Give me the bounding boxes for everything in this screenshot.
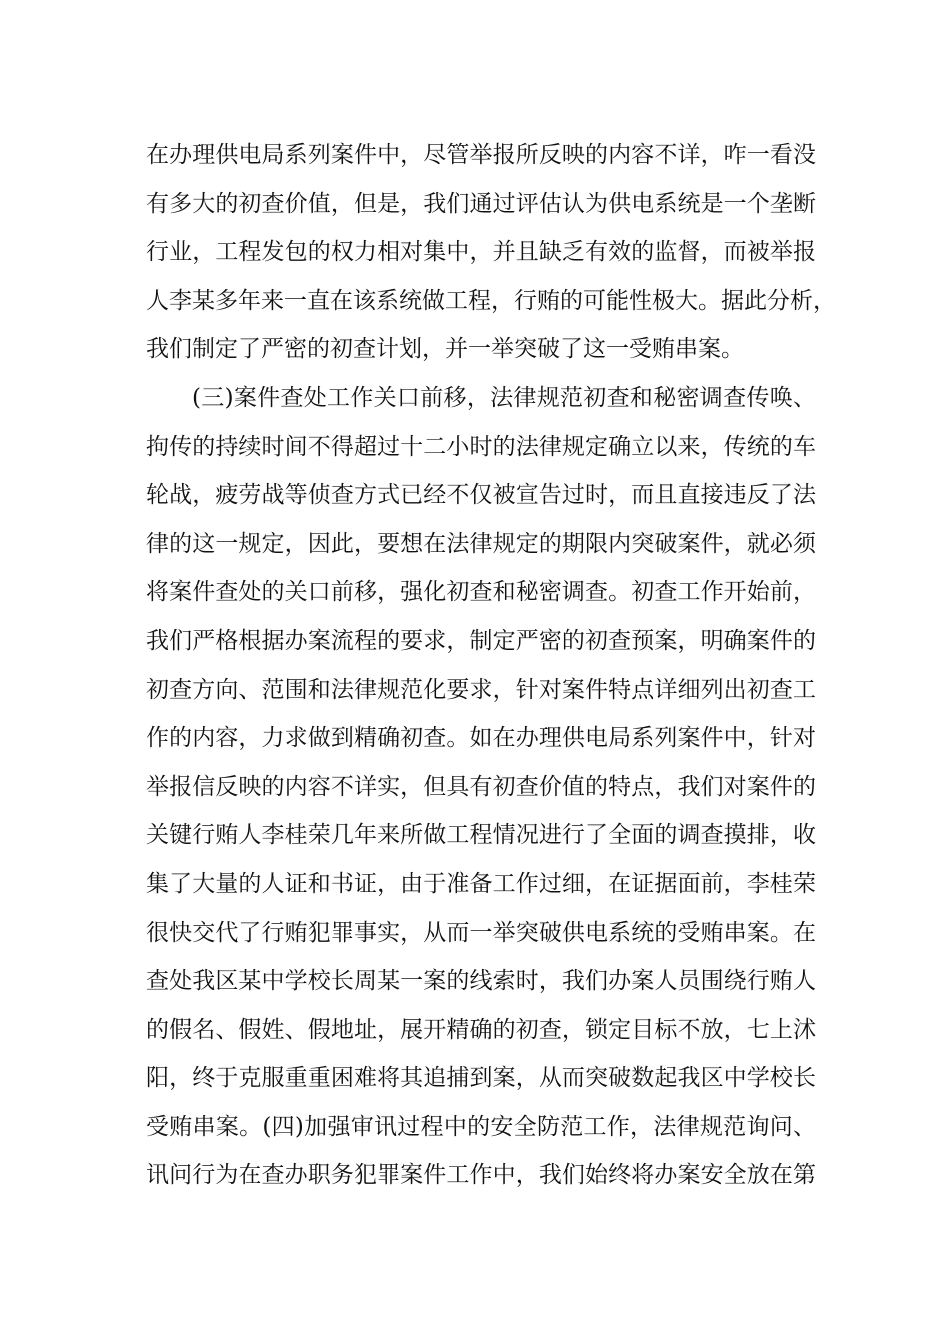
- text-line: 人李某多年来一直在该系统做工程，行贿的可能性极大。据此分析，: [146, 287, 836, 314]
- text-line: 阳，终于克服重重困难将其追捕到案，从而突破数起我区中学校长: [146, 1065, 816, 1092]
- text-line: 轮战，疲劳战等侦查方式已经不仅被宣告过时，而且直接违反了法: [146, 482, 816, 509]
- text-line: 律的这一规定，因此，要想在法律规定的期限内突破案件，就必须: [146, 530, 816, 557]
- text-line: 集了大量的人证和书证，由于准备工作过细，在证据面前，李桂荣: [146, 870, 816, 897]
- text-line: 的假名、假姓、假地址，展开精确的初查，锁定目标不放，七上沭: [146, 1016, 816, 1043]
- text-line: 将案件查处的关口前移，强化初查和秘密调查。初查工作开始前，: [146, 579, 816, 606]
- text-line: 我们严格根据办案流程的要求，制定严密的初查预案，明确案件的: [146, 627, 816, 654]
- text-line: 有多大的初查价值，但是，我们通过评估认为供电系统是一个垄断: [146, 190, 816, 217]
- text-line: 受贿串案。(四)加强审讯过程中的安全防范工作，法律规范询问、: [146, 1113, 816, 1140]
- text-line: 行业，工程发包的权力相对集中，并且缺乏有效的监督，而被举报: [146, 239, 816, 266]
- text-line: 关键行贿人李桂荣几年来所做工程情况进行了全面的调查摸排，收: [146, 822, 816, 849]
- text-line: 我们制定了严密的初查计划，并一举突破了这一受贿串案。: [146, 336, 744, 363]
- text-line: 初查方向、范围和法律规范化要求，针对案件特点详细列出初查工: [146, 676, 816, 703]
- text-line: 讯问行为在查办职务犯罪案件工作中，我们始终将办案安全放在第: [146, 1162, 816, 1189]
- text-line: 很快交代了行贿犯罪事实，从而一举突破供电系统的受贿串案。在: [146, 919, 816, 946]
- text-line: 作的内容，力求做到精确初查。如在办理供电局系列案件中，针对: [146, 725, 816, 752]
- body-text: [146, 131, 836, 1200]
- text-line: 查处我区某中学校长周某一案的线索时，我们办案人员围绕行贿人: [146, 968, 816, 995]
- text-line: (三)案件查处工作关口前移，法律规范初查和秘密调查传唤、: [192, 384, 816, 411]
- text-line: 拘传的持续时间不得超过十二小时的法律规定确立以来，传统的车: [146, 433, 816, 460]
- text-line: 在办理供电局系列案件中，尽管举报所反映的内容不详，咋一看没: [146, 142, 816, 168]
- text-line: 举报信反映的内容不详实，但具有初查价值的特点，我们对案件的: [146, 773, 816, 800]
